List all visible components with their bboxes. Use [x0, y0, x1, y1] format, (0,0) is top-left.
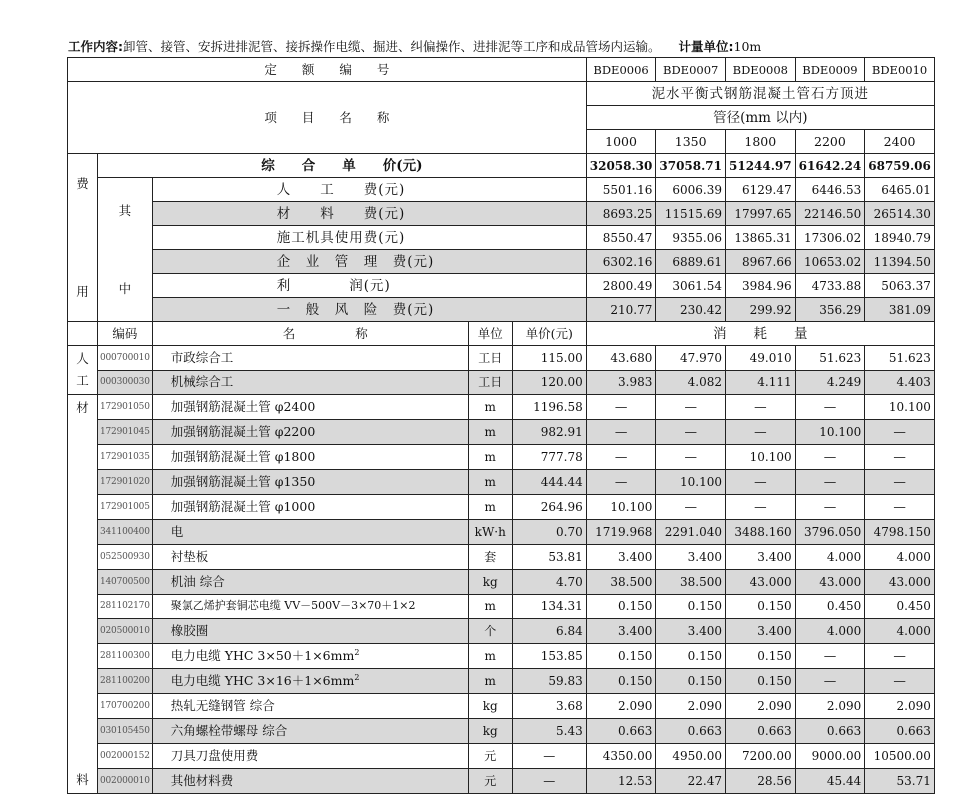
item-name	[152, 469, 468, 494]
item-name-text: 橡胶圈	[170, 623, 209, 639]
item-price: 6.84	[512, 619, 586, 644]
item-unit: kW·h	[468, 519, 512, 544]
table-row	[68, 644, 935, 669]
item-unit: 元	[468, 769, 512, 794]
consumption-value: —	[865, 444, 935, 469]
cost-label-char: 费	[76, 175, 89, 191]
consumption-value: 2.090	[795, 694, 865, 719]
item-name-text: 机油 综合	[170, 573, 225, 589]
consumption-value: 53.71	[865, 769, 935, 794]
consumption-value: 0.150	[726, 594, 796, 619]
consumption-value: 3796.050	[795, 519, 865, 544]
consumption-value: 10.100	[726, 444, 796, 469]
header-blank	[68, 322, 98, 346]
table-row	[68, 544, 935, 569]
cost-row-name	[152, 250, 586, 274]
consumption-value: 2.090	[586, 694, 656, 719]
col-unit-header: 单位	[468, 322, 512, 346]
diameter-value: 1800	[726, 130, 796, 154]
item-name	[152, 569, 468, 594]
item-name-text: 市政综合工	[170, 349, 234, 365]
quota-code: BDE0006	[586, 58, 656, 82]
cost-row-name-text: 利 润(元)	[276, 277, 391, 294]
item-price: 264.96	[512, 494, 586, 519]
item-name	[152, 744, 468, 769]
consumption-value: 2291.040	[656, 519, 726, 544]
consumption-value: 3.400	[586, 544, 656, 569]
consumption-value: —	[656, 419, 726, 444]
item-code: 341100400	[98, 519, 153, 544]
consumption-value: 4.000	[865, 619, 935, 644]
consumption-value: 10.100	[656, 469, 726, 494]
consumption-value: 43.000	[795, 569, 865, 594]
material-category-cell	[68, 395, 98, 794]
cost-row-value: 8967.66	[726, 250, 796, 274]
total-price-value: 68759.06	[865, 154, 935, 178]
item-price: 1196.58	[512, 395, 586, 420]
consumption-value: 47.970	[656, 346, 726, 371]
item-code: 002000010	[98, 769, 153, 794]
category-char: 人	[76, 351, 89, 366]
item-name-text: 机械综合工	[170, 374, 234, 390]
cost-row-value: 22146.50	[795, 202, 865, 226]
item-code: 281100200	[98, 669, 153, 694]
item-code: 172901035	[98, 444, 153, 469]
consumption-value: 4.403	[865, 370, 935, 395]
item-unit: m	[468, 395, 512, 420]
item-price: 59.83	[512, 669, 586, 694]
consumption-value: 3488.160	[726, 519, 796, 544]
cost-row-value: 2800.49	[586, 274, 656, 298]
cost-row-value: 17306.02	[795, 226, 865, 250]
item-name	[152, 719, 468, 744]
item-unit: 工日	[468, 370, 512, 395]
item-price: 115.00	[512, 346, 586, 371]
cost-row-value: 4733.88	[795, 274, 865, 298]
item-name-text: 刀具刀盘使用费	[170, 748, 259, 764]
consumption-value: 3.983	[586, 370, 656, 395]
cost-row-value: 11394.50	[865, 250, 935, 274]
consumption-value: 0.663	[726, 719, 796, 744]
cost-row-value: 381.09	[865, 298, 935, 322]
total-price-value: 61642.24	[795, 154, 865, 178]
table-row	[68, 346, 935, 371]
consumption-value: 0.150	[586, 594, 656, 619]
consumption-value: —	[865, 669, 935, 694]
consumption-value: 0.150	[656, 644, 726, 669]
item-unit: 工日	[468, 346, 512, 371]
total-price-value: 51244.97	[726, 154, 796, 178]
consumption-value: 10.100	[865, 395, 935, 420]
labor-category-cell	[68, 346, 98, 395]
consumption-value: 0.150	[656, 669, 726, 694]
cost-category-cell	[68, 154, 98, 322]
item-unit: 套	[468, 544, 512, 569]
table-row	[68, 419, 935, 444]
cost-row-value: 299.92	[726, 298, 796, 322]
consumption-value: 3.400	[656, 619, 726, 644]
cost-row-value: 13865.31	[726, 226, 796, 250]
cost-row-value: 6129.47	[726, 178, 796, 202]
item-code: 002000152	[98, 744, 153, 769]
consumption-value: 4.111	[726, 370, 796, 395]
superscript: 2	[354, 673, 360, 683]
cost-row-name	[152, 178, 586, 202]
cost-row	[68, 178, 935, 202]
cost-row-value: 17997.65	[726, 202, 796, 226]
consumption-value: 4798.150	[865, 519, 935, 544]
item-price: —	[512, 744, 586, 769]
consumption-value: 2.090	[656, 694, 726, 719]
cost-row	[68, 274, 935, 298]
consumption-value: 43.000	[865, 569, 935, 594]
total-price-row	[68, 154, 935, 178]
quota-table	[67, 57, 935, 794]
work-content-label: 工作内容:	[68, 39, 123, 54]
cost-row	[68, 202, 935, 226]
cost-row-value: 230.42	[656, 298, 726, 322]
consumption-value: 0.150	[656, 594, 726, 619]
item-name	[152, 594, 468, 619]
cost-row-value: 6446.53	[795, 178, 865, 202]
sub-category-cell	[98, 178, 153, 322]
work-content-line	[68, 38, 898, 56]
cost-row-value: 11515.69	[656, 202, 726, 226]
item-name	[152, 444, 468, 469]
item-unit: m	[468, 494, 512, 519]
table-row	[68, 769, 935, 794]
quota-number-row	[68, 58, 935, 82]
item-code: 000700010	[98, 346, 153, 371]
cost-row-value: 356.29	[795, 298, 865, 322]
item-price: 982.91	[512, 419, 586, 444]
cost-row-value: 6889.61	[656, 250, 726, 274]
table-row	[68, 395, 935, 420]
cost-row-value: 10653.02	[795, 250, 865, 274]
total-price-value: 32058.30	[586, 154, 656, 178]
consumption-value: 0.663	[656, 719, 726, 744]
consumption-value: 0.450	[865, 594, 935, 619]
item-price: 134.31	[512, 594, 586, 619]
consumption-value: 0.150	[586, 669, 656, 694]
quota-code: BDE0007	[656, 58, 726, 82]
cost-row-value: 3984.96	[726, 274, 796, 298]
consumption-value: —	[656, 395, 726, 420]
table-row	[68, 619, 935, 644]
item-unit: m	[468, 469, 512, 494]
consumption-value: 0.150	[726, 669, 796, 694]
consumption-value: 0.663	[865, 719, 935, 744]
cost-row-value: 8693.25	[586, 202, 656, 226]
col-consumption-header: 消 耗 量	[586, 322, 934, 346]
cost-row-value: 210.77	[586, 298, 656, 322]
consumption-value: 2.090	[865, 694, 935, 719]
item-unit: m	[468, 669, 512, 694]
consumption-value: —	[656, 444, 726, 469]
consumption-value: —	[726, 469, 796, 494]
item-name	[152, 619, 468, 644]
item-code: 172901005	[98, 494, 153, 519]
item-price: 3.68	[512, 694, 586, 719]
category-char: 料	[76, 772, 89, 787]
item-name	[152, 769, 468, 794]
consumption-value: 0.663	[586, 719, 656, 744]
cost-row-value: 8550.47	[586, 226, 656, 250]
consumption-header-row	[68, 322, 935, 346]
item-code: 052500930	[98, 544, 153, 569]
item-unit: kg	[468, 694, 512, 719]
item-name	[152, 370, 468, 395]
item-name	[152, 644, 468, 669]
cost-row	[68, 226, 935, 250]
consumption-value: —	[865, 644, 935, 669]
cost-label-char: 用	[76, 283, 89, 299]
consumption-value: 2.090	[726, 694, 796, 719]
consumption-value: 45.44	[795, 769, 865, 794]
item-price: 444.44	[512, 469, 586, 494]
item-name-text: 电力电缆 YHC 3×50＋1×6mm	[170, 648, 355, 664]
unit-label: 计量单位:	[678, 39, 734, 54]
table-row	[68, 370, 935, 395]
cost-row-value: 3061.54	[656, 274, 726, 298]
item-code: 281100300	[98, 644, 153, 669]
item-unit: 个	[468, 619, 512, 644]
table-row	[68, 669, 935, 694]
quota-number-label: 定 额 编 号	[68, 58, 587, 82]
item-name-text: 衬垫板	[170, 548, 209, 564]
consumption-value: —	[586, 395, 656, 420]
item-code: 172901050	[98, 395, 153, 420]
consumption-value: 4950.00	[656, 744, 726, 769]
cost-row-name	[152, 298, 586, 322]
consumption-value: —	[795, 444, 865, 469]
cost-row-value: 6465.01	[865, 178, 935, 202]
col-price-header: 单价(元)	[512, 322, 586, 346]
consumption-value: 0.663	[795, 719, 865, 744]
consumption-value: —	[795, 669, 865, 694]
consumption-value: —	[726, 395, 796, 420]
consumption-value: 28.56	[726, 769, 796, 794]
work-content-text: 卸管、接管、安拆进排泥管、接拆操作电缆、掘进、纠偏操作、进排泥等工序和成品管场内运输。	[123, 39, 661, 54]
total-price-label: 综 合 单 价(元)	[98, 154, 587, 178]
consumption-value: 4.082	[656, 370, 726, 395]
consumption-value: —	[865, 469, 935, 494]
quota-code: BDE0010	[865, 58, 935, 82]
cost-row-name-text: 施工机具使用费(元)	[276, 229, 406, 246]
consumption-value: 0.450	[795, 594, 865, 619]
item-code: 000300030	[98, 370, 153, 395]
consumption-value: —	[586, 469, 656, 494]
item-unit: m	[468, 444, 512, 469]
item-code: 170700200	[98, 694, 153, 719]
table-row	[68, 744, 935, 769]
consumption-value: 9000.00	[795, 744, 865, 769]
category-char: 工	[76, 373, 89, 388]
consumption-value: 49.010	[726, 346, 796, 371]
item-code: 030105450	[98, 719, 153, 744]
diameter-value: 2400	[865, 130, 935, 154]
consumption-value: —	[586, 419, 656, 444]
consumption-value: 43.680	[586, 346, 656, 371]
table-row	[68, 444, 935, 469]
cost-row-name-text: 材 料 费(元)	[276, 205, 406, 222]
diameter-value: 1000	[586, 130, 656, 154]
consumption-value: —	[656, 494, 726, 519]
consumption-value: 4.249	[795, 370, 865, 395]
superscript: 2	[354, 648, 360, 658]
cost-row-value: 5501.16	[586, 178, 656, 202]
item-name-label: 项 目 名 称	[68, 82, 587, 154]
item-name-text: 六角螺栓带螺母 综合	[170, 723, 288, 739]
cost-row-name	[152, 202, 586, 226]
col-name-header	[152, 322, 468, 346]
diameter-value: 2200	[795, 130, 865, 154]
item-title-row	[68, 82, 935, 106]
consumption-value: 3.400	[586, 619, 656, 644]
item-name	[152, 395, 468, 420]
cost-row-value: 9355.06	[656, 226, 726, 250]
item-price: 4.70	[512, 569, 586, 594]
quota-code: BDE0008	[726, 58, 796, 82]
consumption-value: 3.400	[726, 619, 796, 644]
cost-row	[68, 298, 935, 322]
consumption-value: 4350.00	[586, 744, 656, 769]
cost-row-value: 18940.79	[865, 226, 935, 250]
item-name	[152, 346, 468, 371]
cost-row	[68, 250, 935, 274]
item-price: 120.00	[512, 370, 586, 395]
consumption-value: —	[865, 419, 935, 444]
cost-row-name-text: 一 般 风 险 费(元)	[276, 301, 435, 318]
table-row	[68, 494, 935, 519]
consumption-value: 0.150	[726, 644, 796, 669]
item-code: 281102170	[98, 594, 153, 619]
item-name	[152, 519, 468, 544]
consumption-value: 51.623	[865, 346, 935, 371]
consumption-value: 10.100	[586, 494, 656, 519]
item-name-text: 聚氯乙烯护套铜芯电缆 VV－500V－3×70＋1×2	[170, 599, 416, 613]
consumption-value: 1719.968	[586, 519, 656, 544]
item-name	[152, 694, 468, 719]
consumption-value: 4.000	[865, 544, 935, 569]
item-unit: 元	[468, 744, 512, 769]
table-row	[68, 719, 935, 744]
pipe-diameter-label: 管径(mm 以内)	[586, 106, 934, 130]
cost-row-name	[152, 226, 586, 250]
table-row	[68, 594, 935, 619]
consumption-value: 10500.00	[865, 744, 935, 769]
item-name	[152, 419, 468, 444]
cost-row-name	[152, 274, 586, 298]
consumption-value: —	[795, 644, 865, 669]
item-name-text: 电	[170, 523, 184, 539]
consumption-value: —	[726, 419, 796, 444]
consumption-value: 4.000	[795, 619, 865, 644]
consumption-value: —	[795, 494, 865, 519]
item-price: 153.85	[512, 644, 586, 669]
item-name-text: 其他材料费	[170, 773, 234, 789]
item-price: 0.70	[512, 519, 586, 544]
consumption-value: 43.000	[726, 569, 796, 594]
item-name-text: 加强钢筋混凝土管 φ2400	[170, 398, 316, 414]
col-name-char: 称	[355, 325, 368, 341]
total-price-value: 37058.71	[656, 154, 726, 178]
item-name	[152, 494, 468, 519]
cost-row-value: 26514.30	[865, 202, 935, 226]
cost-row-value: 6302.16	[586, 250, 656, 274]
consumption-value: 7200.00	[726, 744, 796, 769]
item-code: 172901020	[98, 469, 153, 494]
item-unit: m	[468, 594, 512, 619]
consumption-value: 3.400	[726, 544, 796, 569]
item-unit: m	[468, 644, 512, 669]
table-row	[68, 519, 935, 544]
item-name-text: 加强钢筋混凝土管 φ1800	[170, 448, 316, 464]
item-unit: kg	[468, 719, 512, 744]
cost-row-value: 6006.39	[656, 178, 726, 202]
consumption-value: 4.000	[795, 544, 865, 569]
cost-row-value: 5063.37	[865, 274, 935, 298]
item-name	[152, 669, 468, 694]
category-char: 材	[76, 400, 89, 415]
consumption-value: —	[865, 494, 935, 519]
item-name-text: 加强钢筋混凝土管 φ1350	[170, 473, 316, 489]
sub-label-char: 其	[118, 202, 132, 218]
consumption-value: —	[586, 444, 656, 469]
item-title: 泥水平衡式钢筋混凝土管石方顶进	[586, 82, 934, 106]
consumption-value: —	[795, 469, 865, 494]
item-price: 53.81	[512, 544, 586, 569]
table-row	[68, 694, 935, 719]
item-name-text: 热轧无缝钢管 综合	[170, 698, 275, 714]
item-price: 5.43	[512, 719, 586, 744]
item-name	[152, 544, 468, 569]
consumption-value: —	[795, 395, 865, 420]
consumption-value: 0.150	[586, 644, 656, 669]
table-row	[68, 569, 935, 594]
item-unit: m	[468, 419, 512, 444]
consumption-value: 10.100	[795, 419, 865, 444]
item-price: —	[512, 769, 586, 794]
consumption-value: 12.53	[586, 769, 656, 794]
diameter-value: 1350	[656, 130, 726, 154]
quota-code: BDE0009	[795, 58, 865, 82]
item-code: 140700500	[98, 569, 153, 594]
item-code: 172901045	[98, 419, 153, 444]
consumption-value: 38.500	[656, 569, 726, 594]
col-name-char: 名	[282, 325, 296, 341]
consumption-value: 3.400	[656, 544, 726, 569]
consumption-value: —	[726, 494, 796, 519]
consumption-value: 38.500	[586, 569, 656, 594]
col-code-header: 编码	[98, 322, 153, 346]
item-price: 777.78	[512, 444, 586, 469]
item-name-text: 加强钢筋混凝土管 φ2200	[170, 423, 316, 439]
item-code: 020500010	[98, 619, 153, 644]
table-row	[68, 469, 935, 494]
unit-value: 10m	[733, 39, 762, 54]
cost-row-name-text: 企 业 管 理 费(元)	[276, 253, 435, 270]
consumption-value: 51.623	[795, 346, 865, 371]
item-name-text: 加强钢筋混凝土管 φ1000	[170, 498, 316, 514]
item-unit: kg	[468, 569, 512, 594]
item-name-text: 电力电缆 YHC 3×16＋1×6mm	[170, 673, 355, 689]
consumption-value: 22.47	[656, 769, 726, 794]
sub-label-char: 中	[118, 280, 132, 296]
cost-row-name-text: 人 工 费(元)	[276, 181, 406, 198]
